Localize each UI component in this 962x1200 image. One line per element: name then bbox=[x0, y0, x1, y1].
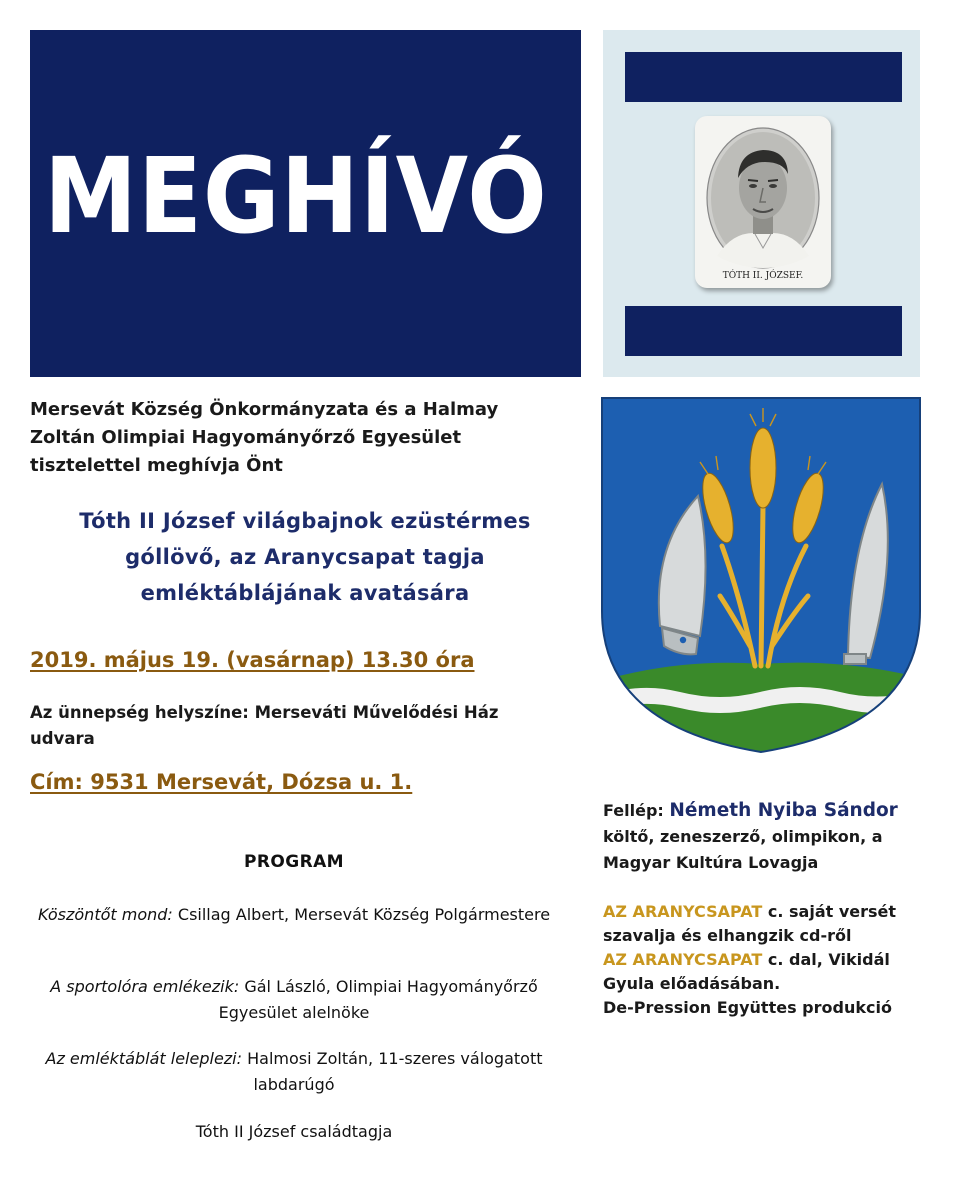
honor-line: Tóth II József világbajnok ezüstérmes bbox=[79, 509, 531, 533]
song-title: AZ ARANYCSAPAT bbox=[603, 902, 763, 921]
title-banner bbox=[30, 30, 581, 377]
event-date: 2019. május 19. (vasárnap) 13.30 óra bbox=[30, 648, 475, 672]
invitation-title: MEGHÍVÓ bbox=[44, 135, 548, 257]
song-text: c. saját versét szavalja és elhangzik cd-ről bbox=[603, 902, 897, 945]
event-address: Cím: 9531 Mersevát, Dózsa u. 1. bbox=[30, 770, 413, 794]
song-title: AZ ARANYCSAPAT bbox=[603, 950, 763, 969]
song-block bbox=[603, 900, 933, 1020]
performer-label: Fellép: bbox=[603, 801, 664, 820]
program-item bbox=[30, 974, 558, 1026]
program-item bbox=[30, 1119, 558, 1145]
performer-name: Németh Nyiba Sándor bbox=[669, 800, 898, 821]
performer-block bbox=[603, 798, 933, 876]
bottom-navy-bar bbox=[625, 306, 902, 356]
program-person: Gál László, Olimpiai Hagyományőrző Egyesület alelnöke bbox=[218, 977, 538, 1022]
program-person: Halmosi Zoltán, 11-szeres válogatott labdarúgó bbox=[247, 1049, 543, 1094]
program-role: Az emléktáblát leleplezi: bbox=[45, 1049, 243, 1068]
production-credit: De-Pression Együttes produkció bbox=[603, 998, 892, 1017]
honor-headline bbox=[30, 503, 580, 611]
honor-line: góllövő, az Aranycsapat tagja bbox=[125, 545, 485, 569]
performer-description: költő, zeneszerző, olimpikon, a Magyar Kultúra Lovagja bbox=[603, 827, 883, 872]
program-item bbox=[30, 902, 558, 928]
program-person: Csillag Albert, Mersevát Község Polgármestere bbox=[177, 905, 551, 924]
honor-line: emléktáblájának avatására bbox=[140, 581, 470, 605]
portrait-caption: TÓTH II. JÓZSEF. bbox=[722, 271, 804, 281]
intro-line: Mersevát Község Önkormányzata és a Halmay bbox=[30, 399, 499, 420]
intro-line: tisztelettel meghívja Önt bbox=[30, 455, 283, 476]
program-person: Tóth II József családtagja bbox=[195, 1122, 393, 1141]
top-navy-bar bbox=[625, 52, 902, 102]
program-role: A sportolóra emlékezik: bbox=[50, 977, 240, 996]
song-text: c. dal, Vikidál Gyula előadásában. bbox=[603, 950, 890, 993]
program-role: Köszöntőt mond: bbox=[37, 905, 173, 924]
event-venue: Az ünnepség helyszíne: Merseváti Művelődési Ház udvara bbox=[30, 703, 499, 748]
portrait-panel bbox=[603, 30, 920, 377]
program-item bbox=[30, 1046, 558, 1098]
coat-of-arms bbox=[600, 396, 922, 760]
program-heading: PROGRAM bbox=[244, 852, 344, 872]
portrait-photo bbox=[695, 116, 831, 288]
intro-text bbox=[30, 396, 580, 480]
intro-line: Zoltán Olimpiai Hagyományőrző Egyesület bbox=[30, 427, 462, 448]
